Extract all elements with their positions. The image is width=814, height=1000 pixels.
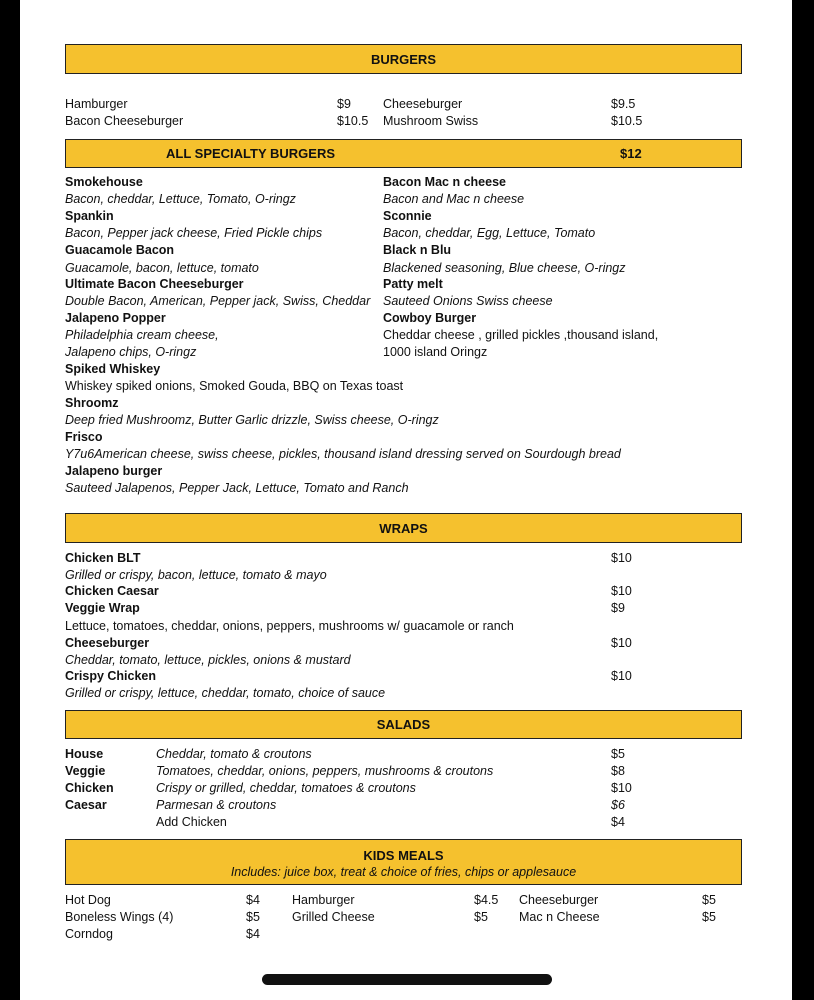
- menu-item-name: Boneless Wings (4): [65, 910, 174, 924]
- menu-item-price: $4: [246, 893, 260, 907]
- menu-item-price: $4.5: [474, 893, 499, 907]
- burgers-header-bar: [65, 44, 742, 74]
- salads-header: SALADS: [376, 717, 431, 732]
- menu-item-name: Mac n Cheese: [519, 910, 600, 924]
- menu-item-name: Hot Dog: [65, 893, 111, 907]
- specialty-header: ALL SPECIALTY BURGERS: [166, 146, 336, 161]
- menu-item-price: $5: [474, 910, 488, 924]
- menu-item-desc: Lettuce, tomatoes, cheddar, onions, peppers, mushrooms w/ guacamole or ranch: [65, 619, 514, 633]
- menu-item-name: Sconnie: [383, 209, 432, 223]
- menu-item-desc: Sauteed Onions Swiss cheese: [383, 294, 553, 308]
- menu-item-desc: Whiskey spiked onions, Smoked Gouda, BBQ on Texas toast: [65, 379, 404, 393]
- menu-item-desc: Double Bacon, American, Pepper jack, Swiss, Cheddar: [65, 294, 371, 308]
- menu-item-price: $4: [246, 927, 260, 941]
- menu-item-price: $10: [611, 781, 632, 795]
- menu-item-name: Guacamole Bacon: [65, 243, 175, 257]
- burgers-header: BURGERS: [370, 52, 436, 67]
- menu-item-name: Jalapeno Popper: [65, 311, 166, 325]
- salads-header-bar: [65, 710, 742, 739]
- menu-item-name: Jalapeno burger: [65, 464, 163, 478]
- menu-item-desc: Crispy or grilled, cheddar, tomatoes & croutons: [156, 781, 416, 795]
- menu-item-name: Spiked Whiskey: [65, 362, 161, 376]
- menu-item-desc: Bacon and Mac n cheese: [383, 192, 525, 206]
- menu-item-name: Mushroom Swiss: [383, 114, 479, 128]
- menu-item-price: $10: [611, 551, 632, 565]
- menu-item-name: Patty melt: [383, 277, 443, 291]
- menu-item-name: Bacon Mac n cheese: [383, 175, 506, 189]
- menu-item-name: Hamburger: [65, 97, 128, 111]
- menu-item-name: Spankin: [65, 209, 114, 223]
- menu-item-desc: Bacon, cheddar, Egg, Lettuce, Tomato: [383, 226, 596, 240]
- menu-item-desc: Cheddar, tomato & croutons: [156, 747, 312, 761]
- menu-item-desc: Tomatoes, cheddar, onions, peppers, mushrooms & croutons: [156, 764, 494, 778]
- menu-item-desc: Sauteed Jalapenos, Pepper Jack, Lettuce, Tomato and Ranch: [65, 481, 409, 495]
- menu-item-name: Cheeseburger: [65, 636, 150, 650]
- menu-item-price: $10: [611, 584, 632, 598]
- home-indicator-bar[interactable]: [262, 974, 552, 985]
- menu-item-name: Frisco: [65, 430, 103, 444]
- menu-item-price: $10.5: [337, 114, 369, 128]
- menu-item-desc: Grilled or crispy, lettuce, cheddar, tomato, choice of sauce: [65, 686, 386, 700]
- menu-page: [20, 0, 792, 1000]
- menu-item-desc: Y7u6American cheese, swiss cheese, pickles, thousand island dressing served on Sourdough bread: [65, 447, 621, 461]
- menu-item-name: Chicken Caesar: [65, 584, 159, 598]
- kids-header: KIDS MEALS: [363, 848, 444, 863]
- menu-item-desc: Cheddar, tomato, lettuce, pickles, onions & mustard: [65, 653, 351, 667]
- menu-item-desc: Blackened seasoning, Blue cheese, O-ringz: [383, 261, 626, 275]
- menu-item-desc: Guacamole, bacon, lettuce, tomato: [65, 261, 259, 275]
- menu-item-desc: Philadelphia cream cheese,: [65, 328, 219, 342]
- menu-item-name: Cheeseburger: [519, 893, 599, 907]
- menu-item-name: Cheeseburger: [383, 97, 463, 111]
- menu-item-name: Chicken: [65, 781, 114, 795]
- menu-item-desc: Bacon, Pepper jack cheese, Fried Pickle chips: [65, 226, 323, 240]
- menu-item-name: Caesar: [65, 798, 107, 812]
- wraps-header-bar: [65, 513, 742, 543]
- specialty-header-bar: [65, 139, 742, 168]
- menu-item-price: $9.5: [611, 97, 636, 111]
- menu-item-name: Bacon Cheeseburger: [65, 114, 184, 128]
- menu-item-name: House: [65, 747, 104, 761]
- menu-item-name: Chicken BLT: [65, 551, 141, 565]
- menu-item-desc: Grilled or crispy, bacon, lettuce, tomato & mayo: [65, 568, 327, 582]
- menu-item-price: $5: [246, 910, 260, 924]
- menu-item-price: $5: [611, 747, 625, 761]
- menu-item-name: Ultimate Bacon Cheeseburger: [65, 277, 244, 291]
- kids-header-bar: [65, 839, 742, 885]
- menu-item-name: Shroomz: [65, 396, 119, 410]
- kids-subheader: Includes: juice box, treat & choice of fries, chips or applesauce: [230, 865, 577, 879]
- menu-item-desc: 1000 island Oringz: [383, 345, 488, 359]
- menu-item-desc: Jalapeno chips, O-ringz: [65, 345, 197, 359]
- menu-item-price: $10: [611, 669, 632, 683]
- menu-item-desc: Cheddar cheese , grilled pickles ,thousand island,: [383, 328, 659, 342]
- menu-item-price: $10: [611, 636, 632, 650]
- menu-item-price: $5: [702, 893, 716, 907]
- menu-item-name: Grilled Cheese: [292, 910, 375, 924]
- menu-item-name: Black n Blu: [383, 243, 452, 257]
- menu-item-desc: Deep fried Mushroomz, Butter Garlic drizzle, Swiss cheese, O-ringz: [65, 413, 439, 427]
- specialty-price: $12: [620, 146, 642, 161]
- menu-item-name: Smokehouse: [65, 175, 143, 189]
- menu-item-price: $5: [702, 910, 716, 924]
- salad-addon-price: $4: [611, 815, 625, 829]
- menu-item-name: Corndog: [65, 927, 113, 941]
- menu-item-desc: Parmesan & croutons: [156, 798, 277, 812]
- menu-item-price: $10.5: [611, 114, 643, 128]
- salad-addon-name: Add Chicken: [156, 815, 227, 829]
- menu-item-name: Crispy Chicken: [65, 669, 157, 683]
- menu-item-price: $9: [337, 97, 351, 111]
- menu-item-price: $8: [611, 764, 625, 778]
- menu-item-name: Veggie Wrap: [65, 601, 140, 615]
- menu-item-name: Veggie: [65, 764, 106, 778]
- menu-item-price: $9: [611, 601, 625, 615]
- menu-item-name: Cowboy Burger: [383, 311, 477, 325]
- wraps-header: WRAPS: [379, 521, 428, 536]
- menu-item-desc: Bacon, cheddar, Lettuce, Tomato, O-ringz: [65, 192, 296, 206]
- menu-item-price: $6: [611, 798, 625, 812]
- menu-item-name: Hamburger: [292, 893, 355, 907]
